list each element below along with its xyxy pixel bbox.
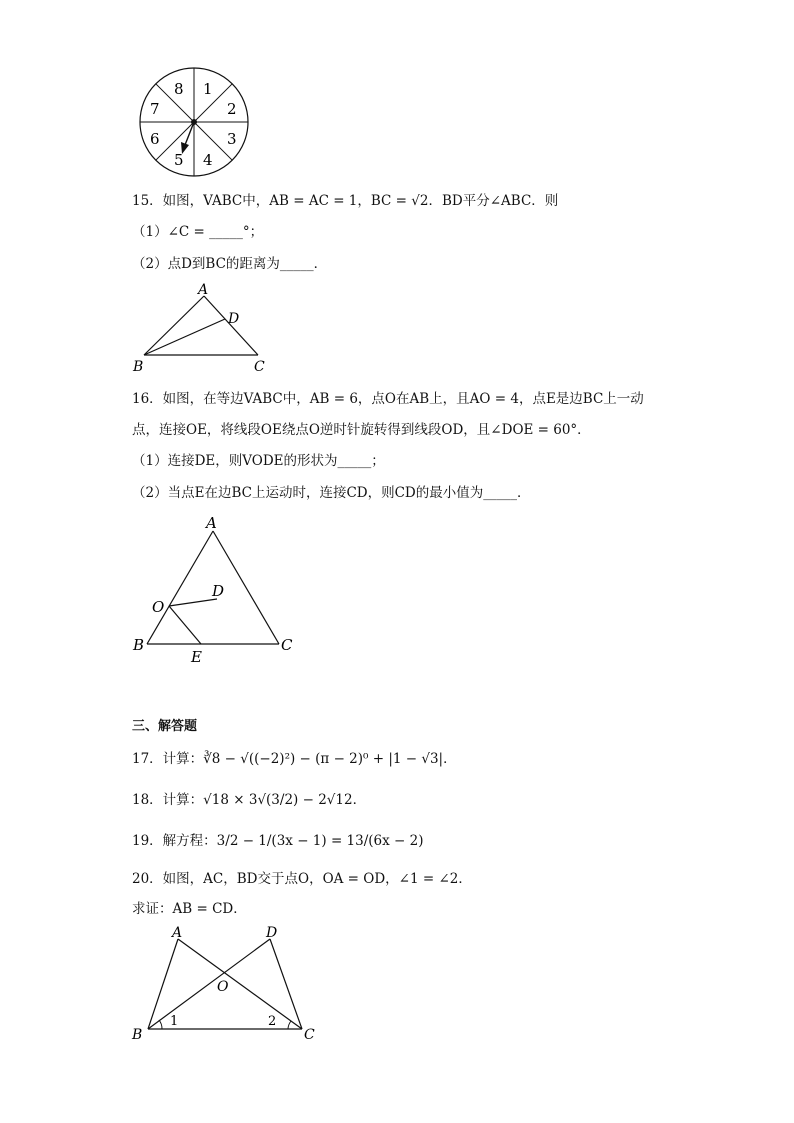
q20-crossed-figure xyxy=(128,925,323,1050)
q16-label-B: B xyxy=(133,636,145,654)
q15-label-B: B xyxy=(133,359,144,375)
q19-text: 19．解方程：3/2 − 1/(3x − 1) = 13/(6x − 2) xyxy=(132,833,424,849)
q20-prove: 求证：AB = CD． xyxy=(132,901,247,917)
sector-6-label: 6 xyxy=(150,130,160,148)
q15-label-A: A xyxy=(198,282,209,298)
q16-part1: （1）连接DE，则VODE的形状为_____； xyxy=(132,453,385,469)
q20-label-C: C xyxy=(304,1027,315,1043)
q17-text: 17．计算：∛8 − √((−2)²) − (π − 2)⁰ + |1 − √3|． xyxy=(132,751,457,767)
sector-7-label: 7 xyxy=(150,100,160,118)
q20-angle2-label: 2 xyxy=(268,1014,277,1029)
q16-equilateral-figure xyxy=(128,510,303,670)
sector-1-label: 1 xyxy=(203,80,213,98)
spinner-figure xyxy=(136,66,258,181)
sector-4-label: 4 xyxy=(203,151,213,169)
sector-2-label: 2 xyxy=(227,100,237,118)
sector-3-label: 3 xyxy=(227,130,237,148)
q16-stem-line1: 16．如图，在等边VABC中，AB = 6，点O在AB上，且AO = 4，点E是边BC上一动 xyxy=(132,391,644,407)
q16-label-A: A xyxy=(206,514,217,532)
q16-label-E: E xyxy=(191,648,202,666)
q16-part2: （2）当点E在边BC上运动时，连接CD，则CD的最小值为_____． xyxy=(132,485,531,501)
q16-stem-line2: 点，连接OE，将线段OE绕点O逆时针旋转得到线段OD，且∠DOE = 60°． xyxy=(132,422,591,438)
sector-5-label: 5 xyxy=(174,151,184,169)
q16-label-C: C xyxy=(281,636,293,654)
q16-label-O: O xyxy=(152,598,165,616)
q15-label-D: D xyxy=(228,311,240,327)
q15-label-C: C xyxy=(254,359,265,375)
sector-8-label: 8 xyxy=(174,80,184,98)
q20-stem: 20．如图，AC，BD交于点O，OA = OD，∠1 = ∠2． xyxy=(132,871,472,887)
q15-part1: （1）∠C = _____°； xyxy=(132,224,264,240)
q20-angle1-label: 1 xyxy=(170,1014,179,1029)
q20-label-D: D xyxy=(266,925,278,941)
q18-text: 18．计算：√18 × 3√(3/2) − 2√12． xyxy=(132,792,367,808)
q20-label-A: A xyxy=(172,925,183,941)
q20-label-O: O xyxy=(217,979,229,995)
q16-label-D: D xyxy=(212,582,225,600)
q15-part2: （2）点D到BC的距离为_____． xyxy=(132,256,328,272)
q20-label-B: B xyxy=(132,1027,143,1043)
q15-stem: 15．如图，VABC中，AB = AC = 1，BC = √2．BD平分∠ABC．则 xyxy=(132,193,559,209)
section3-heading: 三、解答题 xyxy=(132,719,198,734)
q15-triangle-figure xyxy=(130,282,270,377)
